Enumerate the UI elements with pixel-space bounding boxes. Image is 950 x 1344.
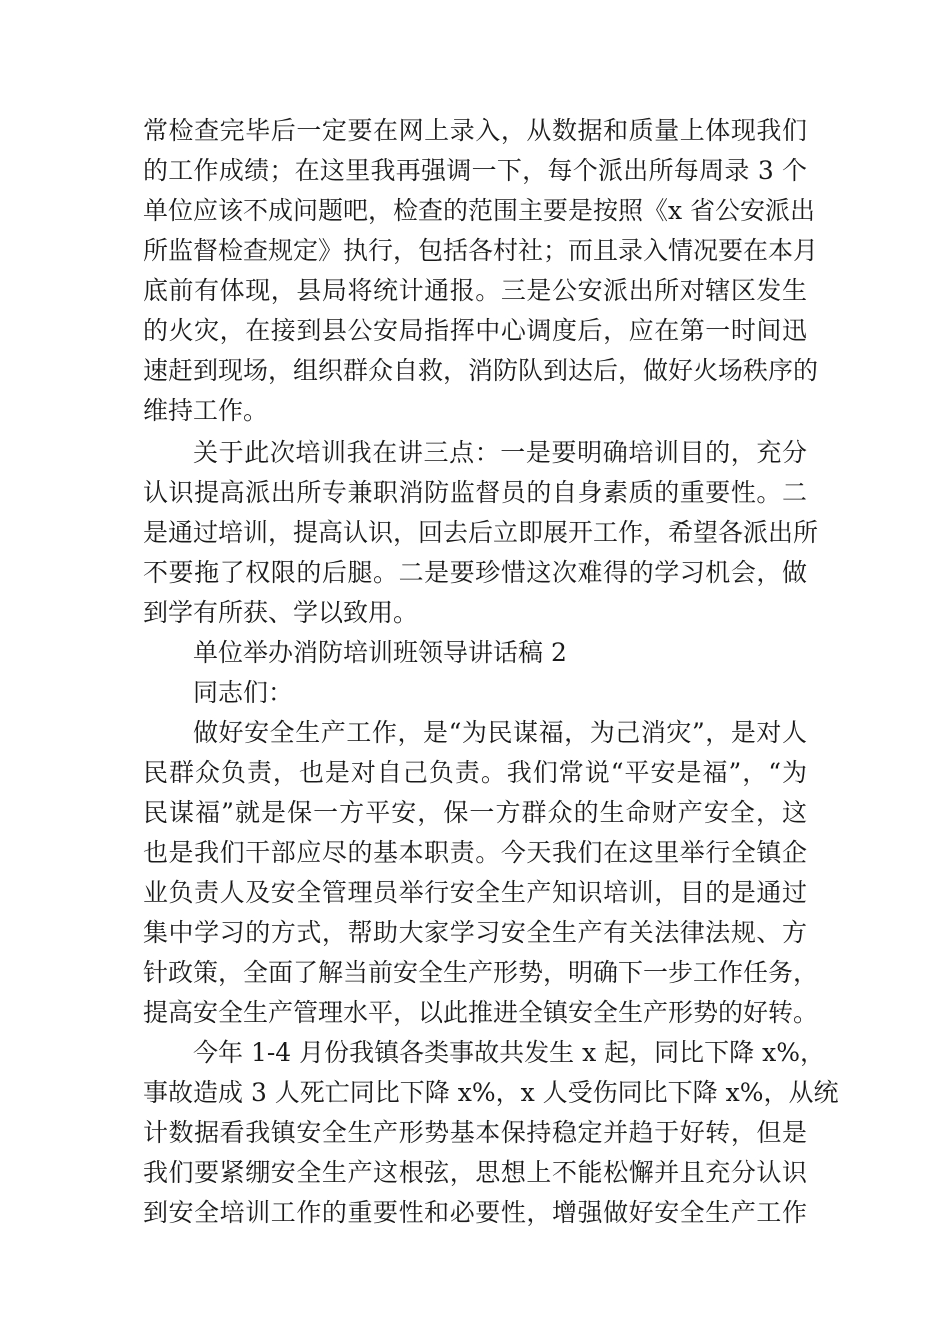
text-line: 认识提高派出所专兼职消防监督员的自身素质的重要性。二 bbox=[143, 478, 807, 507]
text-line: 单位应该不成问题吧，检查的范围主要是按照《x 省公安派出 bbox=[143, 196, 816, 225]
text-line: 不要拖了权限的后腿。二是要珍惜这次难得的学习机会，做 bbox=[143, 558, 807, 587]
text-line: 事故造成 3 人死亡同比下降 x%，x 人受伤同比下降 x%，从统 bbox=[143, 1078, 839, 1107]
text-line: 底前有体现，县局将统计通报。三是公安派出所对辖区发生 bbox=[143, 276, 807, 305]
text-line: 民群众负责，也是对自己负责。我们常说“平安是福”，“为 bbox=[143, 758, 807, 787]
paragraph-start-line: 今年 1-4 月份我镇各类事故共发生 x 起，同比下降 x%， bbox=[193, 1038, 825, 1067]
text-line: 民谋福”就是保一方平安，保一方群众的生命财产安全，这 bbox=[143, 798, 807, 827]
salutation: 同志们： bbox=[193, 678, 294, 707]
text-line: 是通过培训，提高认识，回去后立即展开工作，希望各派出所 bbox=[143, 518, 819, 547]
text-line: 针政策，全面了解当前安全生产形势，明确下一步工作任务， bbox=[143, 958, 819, 987]
text-line: 到安全培训工作的重要性和必要性，增强做好安全生产工作 bbox=[143, 1198, 807, 1227]
text-line: 提高安全生产管理水平，以此推进全镇安全生产形势的好转。 bbox=[143, 998, 819, 1027]
text-line: 所监督检查规定》执行，包括各村社；而且录入情况要在本月 bbox=[143, 236, 819, 265]
text-line: 到学有所获、学以致用。 bbox=[143, 598, 419, 627]
text-line: 我们要紧绷安全生产这根弦，思想上不能松懈并且充分认识 bbox=[143, 1158, 807, 1187]
text-line: 常检查完毕后一定要在网上录入，从数据和质量上体现我们 bbox=[143, 116, 807, 145]
text-line: 计数据看我镇安全生产形势基本保持稳定并趋于好转，但是 bbox=[143, 1118, 807, 1147]
text-line: 业负责人及安全管理员举行安全生产知识培训，目的是通过 bbox=[143, 878, 807, 907]
text-line: 集中学习的方式，帮助大家学习安全生产有关法律法规、方 bbox=[143, 918, 807, 947]
text-line: 的火灾，在接到县公安局指挥中心调度后，应在第一时间迅 bbox=[143, 316, 807, 345]
text-line: 的工作成绩；在这里我再强调一下，每个派出所每周录 3 个 bbox=[143, 156, 807, 185]
text-line: 也是我们干部应尽的基本职责。今天我们在这里举行全镇企 bbox=[143, 838, 807, 867]
paragraph-start-line: 做好安全生产工作，是“为民谋福，为己消灾”，是对人 bbox=[193, 718, 807, 747]
section-title: 单位举办消防培训班领导讲话稿 2 bbox=[193, 638, 567, 667]
paragraph-start-line: 关于此次培训我在讲三点：一是要明确培训目的，充分 bbox=[193, 438, 807, 467]
text-line: 维持工作。 bbox=[143, 396, 269, 425]
text-line: 速赶到现场，组织群众自救，消防队到达后，做好火场秩序的 bbox=[143, 356, 819, 385]
